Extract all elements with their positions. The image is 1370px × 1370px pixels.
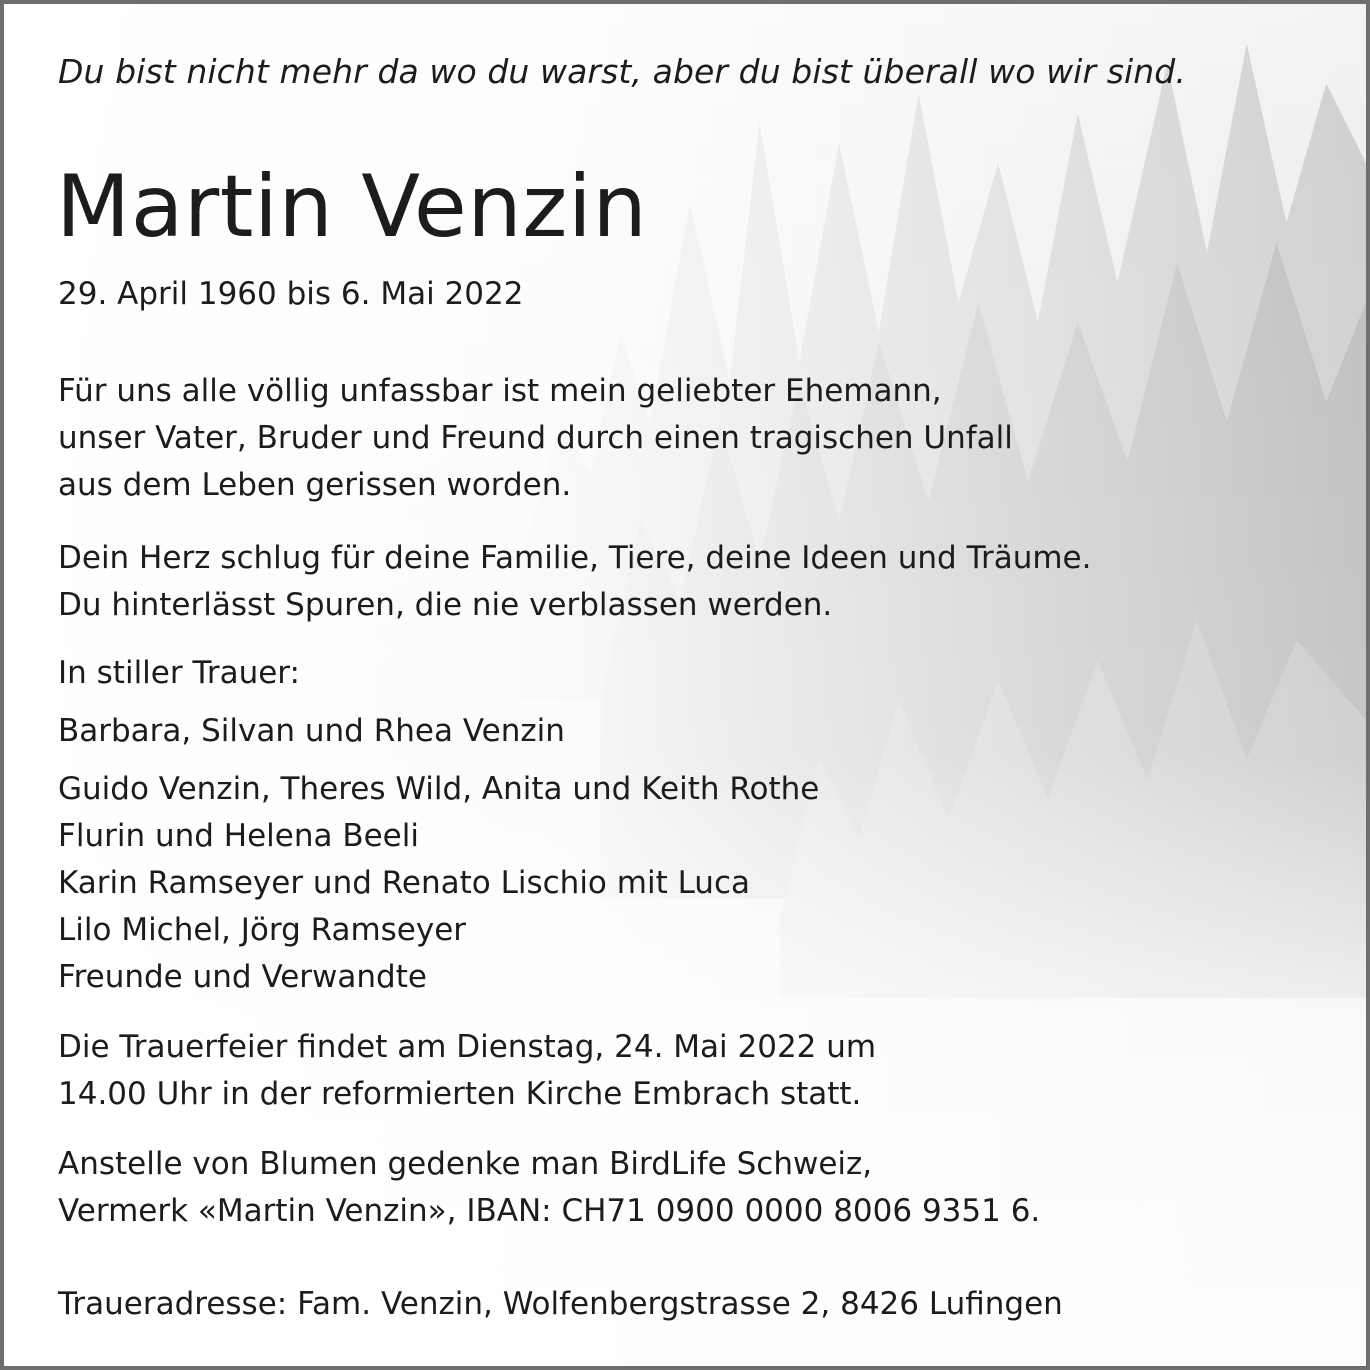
text-line: Vermerk «Martin Venzin», IBAN: CH71 0900 0000 8006 9351 6. [58, 1193, 1041, 1229]
mourning-address [58, 1281, 1063, 1328]
ceremony-info [58, 1024, 876, 1118]
text-line: aus dem Leben gerissen worden. [58, 467, 572, 503]
announcement-paragraph [58, 368, 1013, 509]
list-item: Flurin und Helena Beeli [58, 818, 419, 854]
list-item: Karin Ramseyer und Renato Lischio mit Luca [58, 865, 750, 901]
text-line: In stiller Trauer: [58, 655, 300, 691]
list-item: Freunde und Verwandte [58, 959, 427, 995]
list-item: Guido Venzin, Theres Wild, Anita und Keith Rothe [58, 771, 820, 807]
tribute-paragraph [58, 535, 1091, 629]
text-line: Anstelle von Blumen gedenke man BirdLife Schweiz, [58, 1146, 873, 1182]
text-line: Für uns alle völlig unfassbar ist mein geliebter Ehemann, [58, 373, 942, 409]
text-line: Du hinterlässt Spuren, die nie verblassen werden. [58, 587, 833, 623]
text-line: Traueradresse: Fam. Venzin, Wolfenbergstrasse 2, 8426 Lufingen [58, 1286, 1063, 1322]
deceased-name: Martin Venzin [56, 157, 648, 257]
obituary-content [4, 4, 1366, 1366]
text-line: Die Trauerfeier findet am Dienstag, 24. Mai 2022 um [58, 1029, 877, 1065]
text-line: 14.00 Uhr in der reformierten Kirche Embrach statt. [58, 1076, 862, 1112]
immediate-family [58, 708, 565, 755]
text-line: unser Vater, Bruder und Freund durch einen tragischen Unfall [58, 420, 1013, 456]
memorial-quote: Du bist nicht mehr da wo du warst, aber du bist überall wo wir sind. [58, 52, 1186, 91]
mourning-heading [58, 650, 300, 697]
text-line: Barbara, Silvan und Rhea Venzin [58, 713, 565, 749]
life-dates: 29. April 1960 bis 6. Mai 2022 [58, 276, 524, 312]
text-line: Dein Herz schlug für deine Familie, Tiere, deine Ideen und Träume. [58, 540, 1092, 576]
list-item: Lilo Michel, Jörg Ramseyer [58, 912, 467, 948]
relatives-list [58, 766, 819, 1001]
donation-info [58, 1141, 1040, 1235]
